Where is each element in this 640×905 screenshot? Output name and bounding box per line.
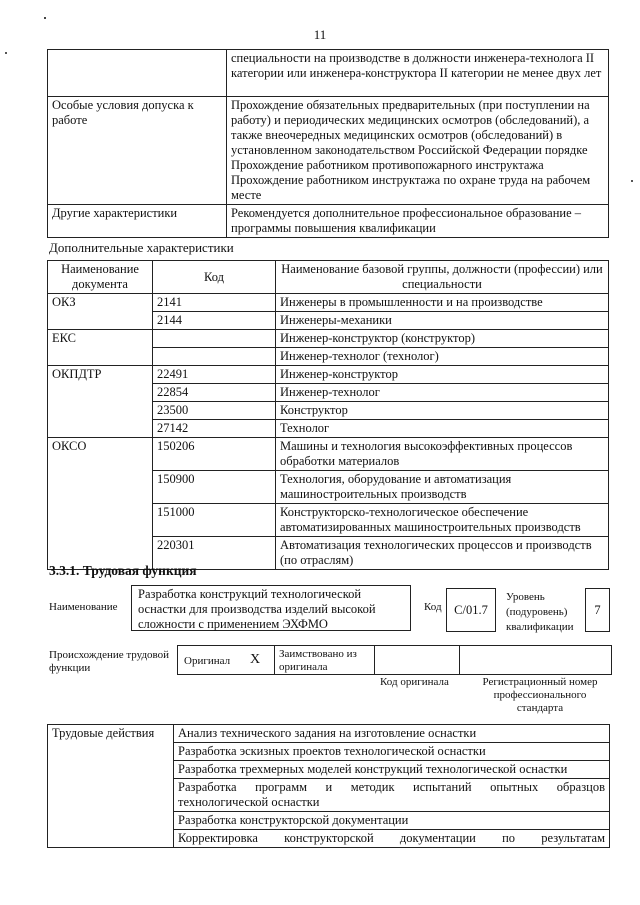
name-cell: Конструктор [276,402,609,420]
table-cell [227,97,609,205]
actions-label: Трудовые действия [48,725,174,848]
margin-mark [631,180,633,182]
name-cell: Инженер-технолог [276,384,609,402]
qualification-table [47,49,609,238]
divider [374,646,375,674]
code-cell [153,348,276,366]
table-header-row [48,261,609,294]
action-item: Разработка эскизных проектов технологической оснастки [174,743,610,761]
code-cell: 151000 [153,504,276,537]
code-cell: 27142 [153,420,276,438]
name-cell: Инженер-конструктор [276,366,609,384]
name-cell: Инженер-технолог (технолог) [276,348,609,366]
name-cell: Инженеры в промышленности и на производстве [276,294,609,312]
table-row [48,205,609,238]
table-row [48,330,609,348]
margin-mark [5,52,7,54]
code-cell: 22491 [153,366,276,384]
code-cell: 150900 [153,471,276,504]
labor-actions-table [47,724,610,848]
action-item: Корректировка конструкторской документации по результатам [174,830,610,848]
function-name-box [131,585,411,631]
code-original-caption: Код оригинала [380,676,449,688]
additional-title: Дополнительные характеристики [49,240,234,255]
scan-mark [44,17,46,19]
code-cell: 150206 [153,438,276,471]
table-row [48,294,609,312]
table-row [48,50,609,97]
section-title: 3.3.1. Трудовая функция [49,563,197,578]
code-cell: 22854 [153,384,276,402]
function-name: Разработка конструкций технологической оснастки для производства изделий высокой сложности с применением ЭХФМО [138,587,376,631]
column-header: Наименование документа [48,261,153,294]
table-cell: Особые условия допуска к работе [48,97,227,205]
name-cell: Инженер-конструктор (конструктор) [276,330,609,348]
original-mark: X [250,652,261,667]
name-cell: Машины и технология высокоэффективных процессов обработки материалов [276,438,609,471]
origin-label: Происхождение трудовой функции [49,649,170,674]
code-cell [153,330,276,348]
cell-line: Прохождение работником инструктажа по охране труда на рабочем месте [231,173,591,202]
borrowed-label: Заимствовано из оригинала [279,648,357,673]
function-code-box [446,588,496,632]
doc-cell: ЕКС [48,330,153,366]
name-cell: Конструкторско-технологическое обеспечение автоматизированных машиностроительных производств [276,504,609,537]
doc-cell: ОКПДТР [48,366,153,438]
level-label: Уровень (подуровень) квалификации [506,591,574,633]
table-cell [48,50,227,97]
table-row [48,97,609,205]
name-cell: Технолог [276,420,609,438]
additional-table [47,260,609,570]
code-cell: 2141 [153,294,276,312]
column-header: Код [153,261,276,294]
origin-box [177,645,612,675]
code-cell: 220301 [153,537,276,570]
code-cell: 23500 [153,402,276,420]
table-row [48,438,609,471]
code-label: Код [424,601,442,613]
function-code: C/01.7 [454,603,488,617]
table-row [48,725,610,743]
level-value: 7 [594,603,601,617]
level-box [585,588,610,632]
action-item: Разработка конструкторской документации [174,812,610,830]
cell-line: Прохождение обязательных предварительных (при поступлении на работу) и периодических медицинских осмотров (обследований), а также внеочередных медицинских осмотров (обследований) в установленном законодательством Российской Федерации порядке [231,98,590,157]
code-cell: 2144 [153,312,276,330]
cell-line: Прохождение работником противопожарного инструктажа [231,158,544,172]
table-cell: специальности на производстве в должности инженера-технолога II категории или инженера-конструктора II категории не менее двух лет [227,50,609,97]
action-item: Разработка трехмерных моделей конструкций технологической оснастки [174,761,610,779]
page-number: 11 [313,27,327,42]
table-cell: Другие характеристики [48,205,227,238]
action-item: Анализ технического задания на изготовление оснастки [174,725,610,743]
doc-cell: ОКЗ [48,294,153,330]
column-header: Наименование базовой группы, должности (профессии) или специальности [276,261,609,294]
name-cell: Технология, оборудование и автоматизация машиностроительных производств [276,471,609,504]
table-cell: Рекомендуется дополнительное профессиональное образование – программы повышения квалификации [227,205,609,238]
divider [274,646,275,674]
name-label: Наименование [49,601,118,613]
name-cell: Автоматизация технологических процессов и производств (по отраслям) [276,537,609,570]
original-label: Оригинал [184,655,231,667]
name-cell: Инженеры-механики [276,312,609,330]
action-item: Разработка программ и методик испытаний опытных образцов технологической оснастки [174,779,610,812]
reg-number-caption: Регистрационный номер профессионального стандарта [482,676,598,714]
table-row [48,366,609,384]
doc-cell: ОКСО [48,438,153,570]
divider [459,646,460,674]
